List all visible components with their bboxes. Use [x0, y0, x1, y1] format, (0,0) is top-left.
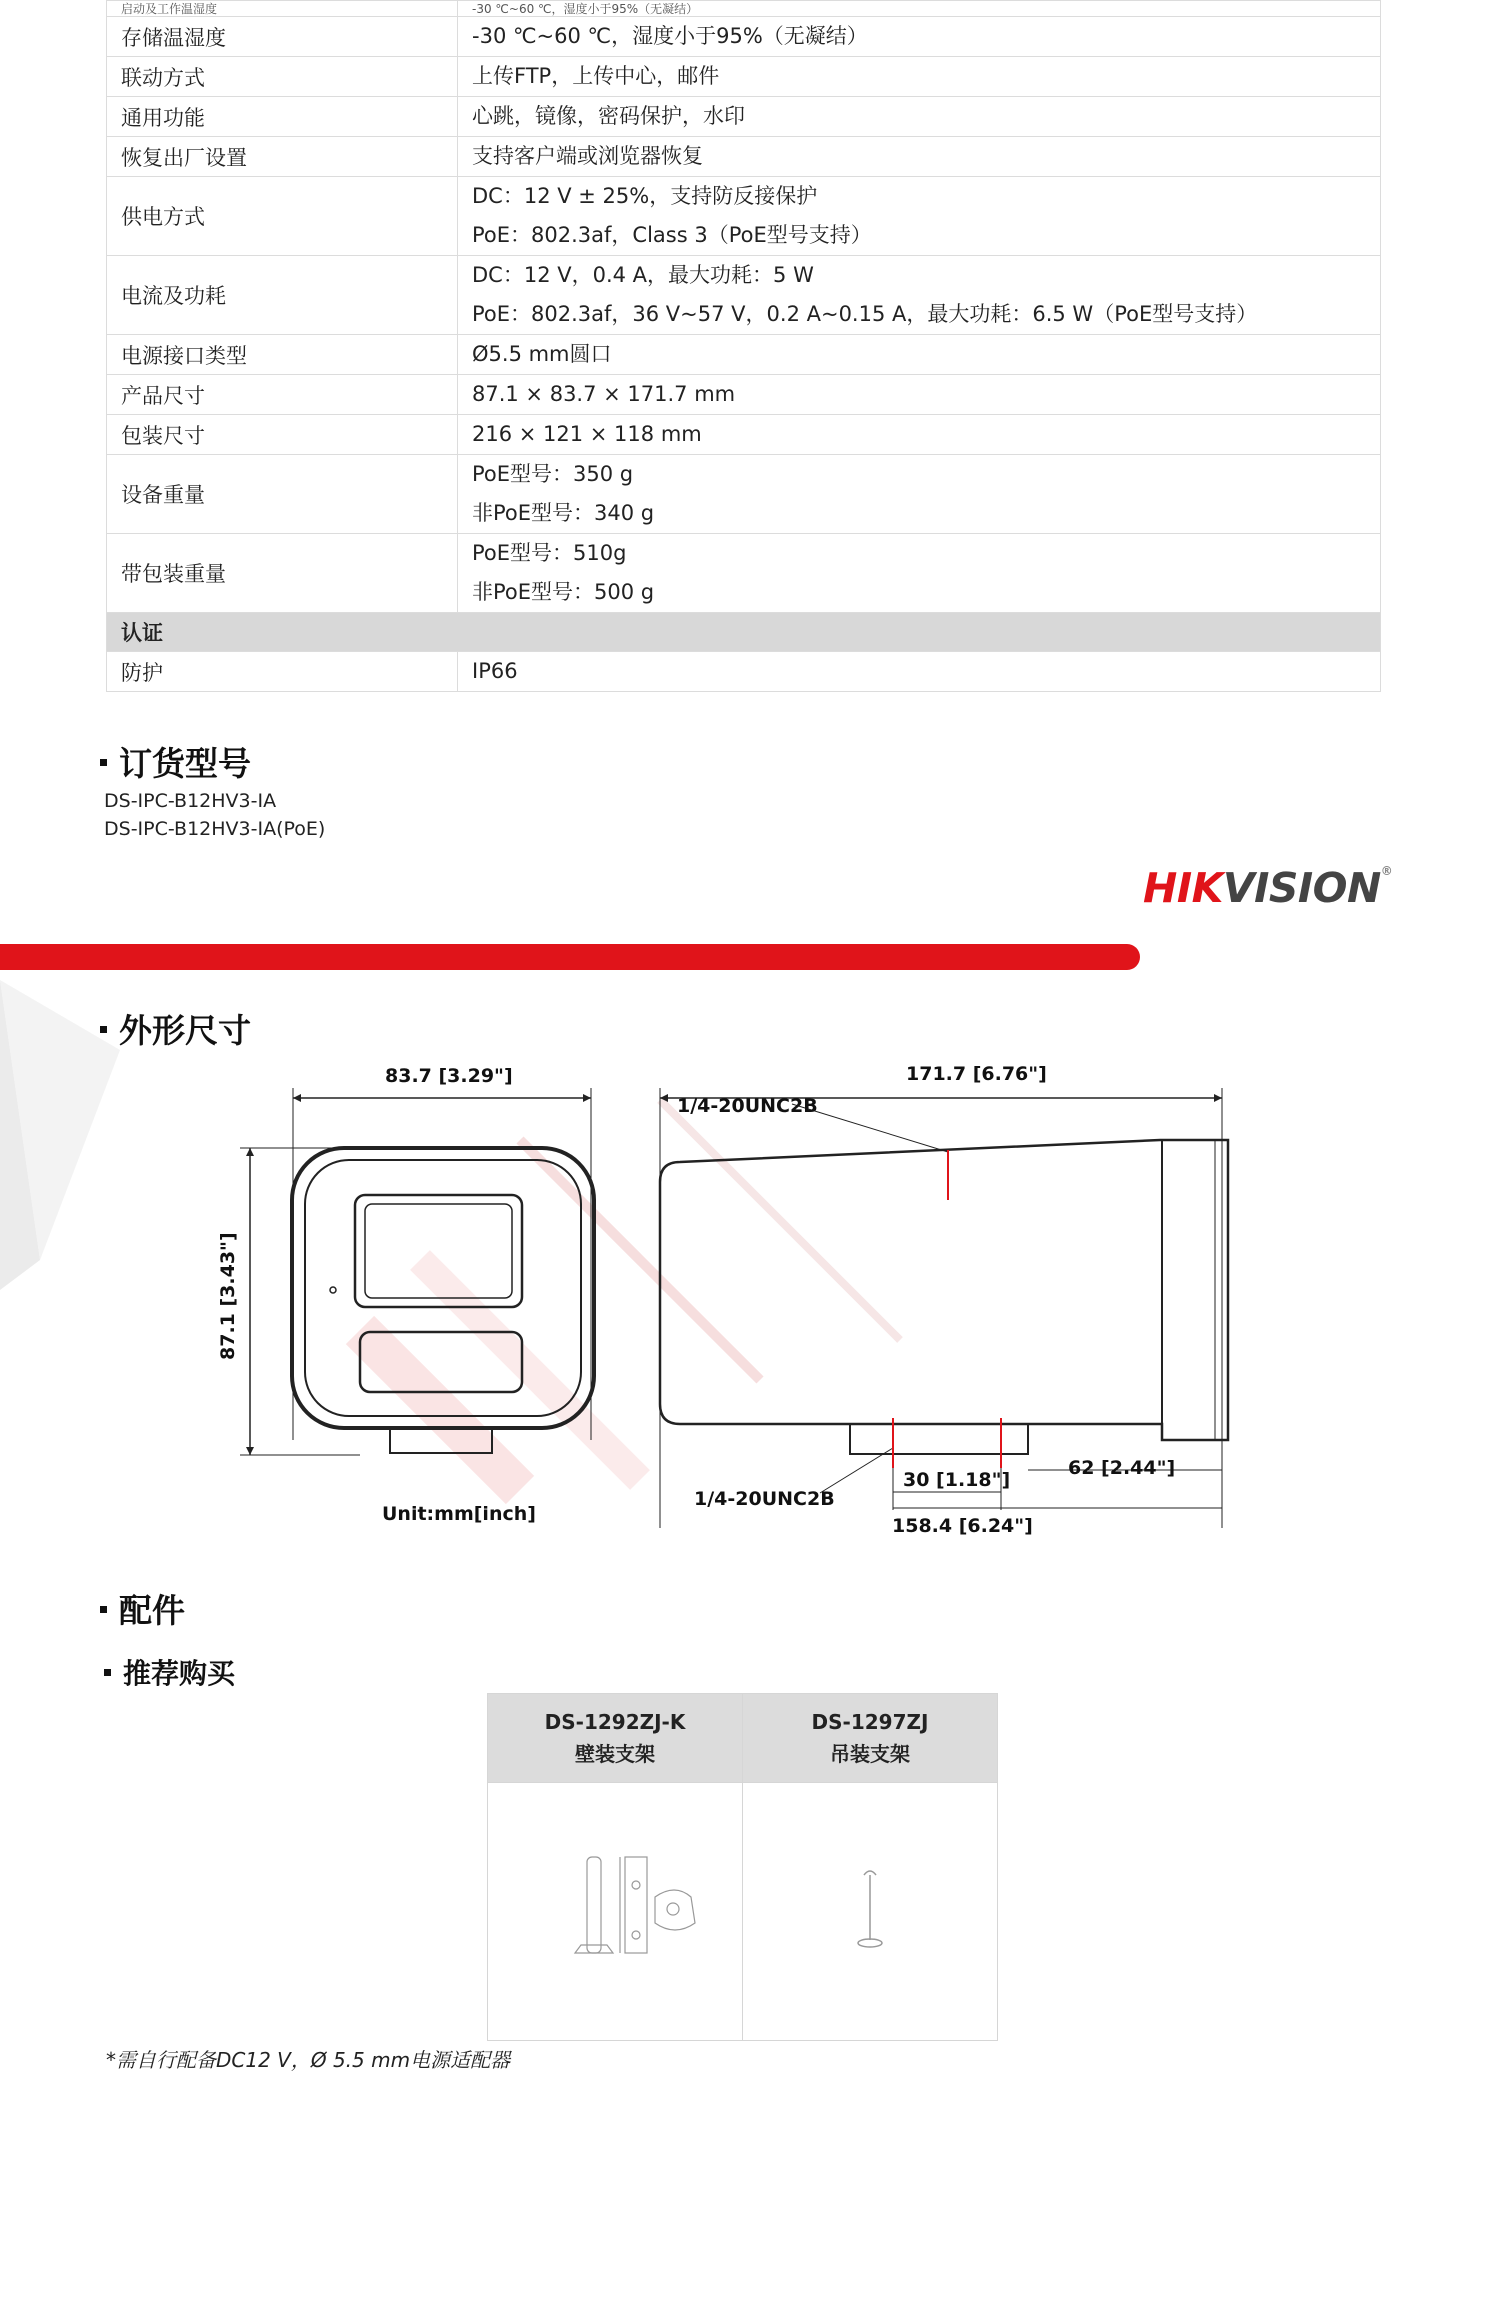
spec-key: 供电方式	[107, 177, 458, 256]
spec-value: 87.1 × 83.7 × 171.7 mm	[458, 375, 1381, 415]
spec-value: DC：12 V ± 25%，支持防反接保护 PoE：802.3af，Class 3（PoE型号支持）	[458, 177, 1381, 256]
wall-mount-bracket-icon	[525, 1845, 705, 1975]
spec-key: 设备重量	[107, 455, 458, 534]
spec-key: 电源接口类型	[107, 335, 458, 375]
spec-key: 联动方式	[107, 57, 458, 97]
hikvision-logo: HIKVISION®	[1143, 864, 1393, 912]
spec-value: Ø5.5 mm圆口	[458, 335, 1381, 375]
spec-value: DC：12 V，0.4 A，最大功耗：5 W PoE：802.3af，36 V~57 V，0.2 A~0.15 A，最大功耗：6.5 W（PoE型号支持）	[458, 256, 1381, 335]
spec-value: IP66	[458, 652, 1381, 692]
accessory-image-cell	[743, 1783, 998, 2041]
accessory-header: DS-1292ZJ-K 壁装支架	[488, 1694, 743, 1783]
dimensions-section-title: 外形尺寸	[100, 1005, 251, 1052]
spec-key: 通用功能	[107, 97, 458, 137]
dim-158-label: 158.4 [6.24"]	[892, 1515, 1033, 1537]
spec-key: 电流及功耗	[107, 256, 458, 335]
spec-key: 恢复出厂设置	[107, 137, 458, 177]
spec-value: 216 × 121 × 118 mm	[458, 415, 1381, 455]
accessories-section-title: 配件	[100, 1585, 185, 1632]
order-section-title: 订货型号	[100, 738, 251, 785]
spec-key: 启动及工作温湿度	[107, 1, 458, 17]
pendant-mount-bracket-icon	[840, 1845, 900, 1975]
spec-value: -30 ℃~60 ℃，湿度小于95%（无凝结）	[458, 1, 1381, 17]
bullet-icon	[104, 1669, 111, 1676]
spec-key: 带包装重量	[107, 534, 458, 613]
spec-value: PoE型号：510g 非PoE型号：500 g	[458, 534, 1381, 613]
spec-value: 上传FTP，上传中心，邮件	[458, 57, 1381, 97]
recommended-subtitle: 推荐购买	[104, 1652, 235, 1692]
accessory-image-cell	[488, 1783, 743, 2041]
spec-value: 支持客户端或浏览器恢复	[458, 137, 1381, 177]
bullet-icon	[100, 1606, 107, 1613]
front-width-label: 83.7 [3.29"]	[385, 1065, 513, 1087]
model-number: DS-IPC-B12HV3-IA(PoE)	[104, 818, 326, 840]
spec-value: PoE型号：350 g 非PoE型号：340 g	[458, 455, 1381, 534]
power-adapter-note: *需自行配备DC12 V，Ø 5.5 mm电源适配器	[106, 2048, 511, 2072]
thread-bottom-label: 1/4-20UNC2B	[694, 1488, 835, 1510]
spec-key: 包装尺寸	[107, 415, 458, 455]
accessory-header: DS-1297ZJ 吊装支架	[743, 1694, 998, 1783]
accessories-table	[487, 1693, 998, 2041]
spec-key: 产品尺寸	[107, 375, 458, 415]
unit-label: Unit:mm[inch]	[382, 1503, 536, 1525]
spec-key: 存储温湿度	[107, 17, 458, 57]
spec-value: -30 ℃~60 ℃，湿度小于95%（无凝结）	[458, 17, 1381, 57]
model-number: DS-IPC-B12HV3-IA	[104, 790, 277, 812]
dim-62-label: 62 [2.44"]	[1068, 1457, 1176, 1479]
spec-key: 防护	[107, 652, 458, 692]
dim-30-label: 30 [1.18"]	[903, 1469, 1011, 1491]
side-length-label: 171.7 [6.76"]	[906, 1063, 1047, 1085]
thread-top-label: 1/4-20UNC2B	[677, 1095, 818, 1117]
front-height-label: 87.1 [3.43"]	[217, 1232, 239, 1360]
spec-value: 心跳，镜像，密码保护，水印	[458, 97, 1381, 137]
section-header-cert: 认证	[107, 613, 1381, 652]
